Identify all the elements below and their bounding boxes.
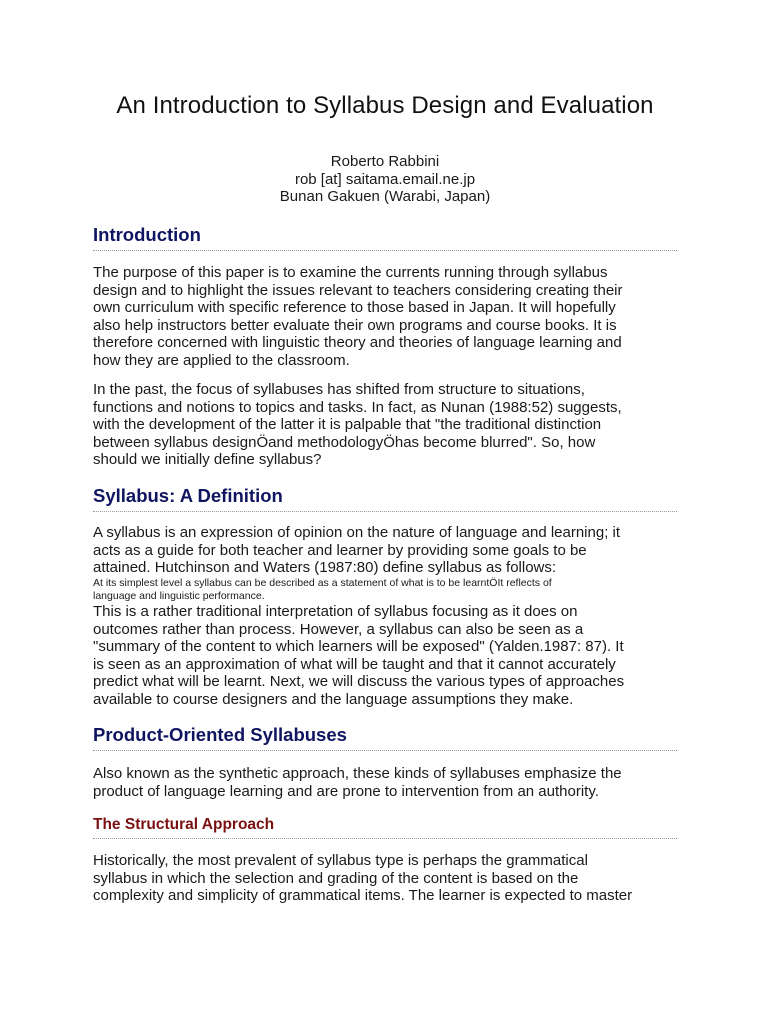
introduction-paragraph-1 <box>93 264 677 369</box>
quote-line: At its simplest level a syllabus can be described as a statement of what is to be learntÖIt reflects of <box>93 577 552 589</box>
text-line: product of language learning and are prone to intervention from an authority. <box>93 782 599 800</box>
text-line: Historically, the most prevalent of syllabus type is perhaps the grammatical <box>93 852 588 869</box>
product-paragraph-1 <box>93 765 677 800</box>
quote-line: language and linguistic performance. <box>93 589 265 602</box>
heading-definition: Syllabus: A Definition <box>93 485 677 512</box>
text-line: own curriculum with specific reference to those based in Japan. It will hopefully <box>93 299 616 316</box>
text-line: available to course designers and the language assumptions they make. <box>93 690 574 708</box>
text-line: "summary of the content to which learners will be exposed" (Yalden.1987: 87). It <box>93 638 624 655</box>
text-line: also help instructors better evaluate their own programs and course books. It is <box>93 316 617 334</box>
heading-introduction: Introduction <box>93 224 677 251</box>
text-line: Also known as the synthetic approach, these kinds of syllabuses emphasize the <box>93 765 622 782</box>
text-line: with the development of the latter it is palpable that "the traditional distinction <box>93 416 602 433</box>
author-block <box>93 153 677 206</box>
text-line: complexity and simplicity of grammatical items. The learner is expected to master <box>93 887 633 904</box>
text-line: therefore concerned with linguistic theory and theories of language learning and <box>93 334 622 351</box>
text-line: syllabus in which the selection and grading of the content is based on the <box>93 869 579 887</box>
structural-paragraph-1 <box>93 852 677 905</box>
heading-structural-approach: The Structural Approach <box>93 816 677 839</box>
text-line: is seen as an approximation of what will be taught and that it cannot accurately <box>93 655 616 673</box>
text-line: This is a rather traditional interpretation of syllabus focusing as it does on <box>93 603 578 620</box>
heading-product-oriented: Product-Oriented Syllabuses <box>93 724 677 751</box>
text-line: functions and notions to topics and tasks. In fact, as Nunan (1988:52) suggests, <box>93 398 622 416</box>
text-line: A syllabus is an expression of opinion on the nature of language and learning; it <box>93 524 621 541</box>
author-affiliation: Bunan Gakuen (Warabi, Japan) <box>279 188 491 205</box>
text-line: attained. Hutchinson and Waters (1987:80) define syllabus as follows: <box>93 559 557 576</box>
definition-paragraph-1 <box>93 524 677 577</box>
text-line: should we initially define syllabus? <box>93 451 322 468</box>
text-line: acts as a guide for both teacher and learner by providing some goals to be <box>93 541 587 559</box>
definition-quote <box>93 577 677 602</box>
introduction-paragraph-2 <box>93 381 677 469</box>
definition-paragraph-2 <box>93 603 677 708</box>
text-line: design and to highlight the issues relevant to teachers considering creating their <box>93 281 623 299</box>
author-email: rob [at] saitama.email.ne.jp <box>294 170 476 188</box>
text-line: between syllabus designÖand methodologyÖhas become blurred". So, how <box>93 433 596 451</box>
text-line: In the past, the focus of syllabuses has shifted from structure to situations, <box>93 381 585 398</box>
text-line: The purpose of this paper is to examine the currents running through syllabus <box>93 264 608 281</box>
text-line: how they are applied to the classroom. <box>93 351 350 369</box>
author-name: Roberto Rabbini <box>330 153 440 170</box>
document-title: An Introduction to Syllabus Design and Evaluation <box>116 92 654 119</box>
text-line: predict what will be learnt. Next, we will discuss the various types of approaches <box>93 673 625 690</box>
text-line: outcomes rather than process. However, a syllabus can also be seen as a <box>93 620 584 638</box>
